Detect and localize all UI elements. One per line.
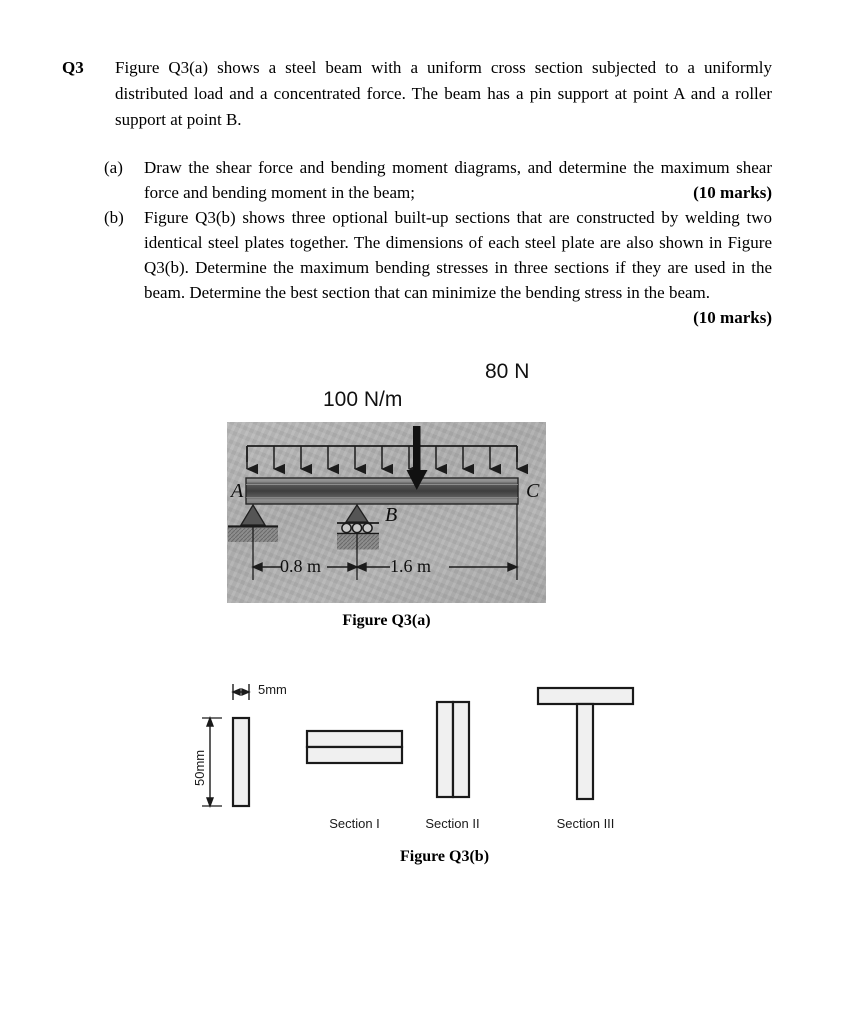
part-a-body: Draw the shear force and bending moment diagrams, and determine the maximum shear force and bending moment in the beam; xyxy=(144,158,772,202)
label-point-b: B xyxy=(385,504,398,526)
label-point-c: C xyxy=(526,480,540,502)
figure-q3b-caption: Figure Q3(b) xyxy=(399,848,490,865)
beam-body xyxy=(246,478,518,504)
section-iii-flange xyxy=(538,688,633,704)
section-ii-plate-left xyxy=(437,702,453,797)
distributed-load-label: 100 N/m xyxy=(323,388,403,411)
part-b-text xyxy=(144,205,772,330)
reference-plate xyxy=(233,718,249,806)
section-iii-shape xyxy=(538,688,633,799)
dimension-label-ab: 0.8 m xyxy=(280,556,322,576)
question-parts xyxy=(104,155,772,330)
roller-support-b xyxy=(337,505,379,550)
dimension-label-bc: 1.6 m xyxy=(390,556,432,576)
part-b-body: Figure Q3(b) shows three optional built-up sections that are constructed by welding two identical steel plates together. The dimensions of each steel plate are also shown in Figure Q3(b). Determine the maximum bending stresses in three sections if they are used in the beam. Determine the best section that can minimize the bending stress in the beam. xyxy=(144,208,772,302)
figure-q3a-caption: Figure Q3(a) xyxy=(342,612,431,629)
section-iii-label: Section III xyxy=(556,816,615,831)
part-b-marks: (10 marks) xyxy=(693,308,772,327)
section-ii-label: Section II xyxy=(425,816,480,831)
part-a-text xyxy=(144,155,772,205)
section-iii-web xyxy=(577,704,593,799)
question-number: Q3 xyxy=(62,58,84,77)
section-ii-plate-right xyxy=(453,702,469,797)
plate-width-dimension xyxy=(233,684,249,700)
section-i-plate-bottom xyxy=(307,747,402,763)
plate-height-label: 50mm xyxy=(192,749,207,786)
question-part-a xyxy=(104,155,772,205)
part-a-tag: (a) xyxy=(104,158,123,177)
part-b-tag: (b) xyxy=(104,208,124,227)
question-intro-text: Figure Q3(a) shows a steel beam with a uniform cross section subjected to a uniformly distributed load and a concentrated force. The beam has a pin support at point A and a roller support at point B. xyxy=(115,58,772,129)
part-a-marks: (10 marks) xyxy=(693,183,772,202)
figure-q3b xyxy=(190,678,660,843)
section-ii-shape xyxy=(437,702,469,797)
section-i-shape xyxy=(307,731,402,763)
section-i-plate-top xyxy=(307,731,402,747)
question-part-b xyxy=(104,205,772,330)
plate-width-label: 5mm xyxy=(258,682,287,697)
reference-plate-group xyxy=(202,684,249,806)
point-load-label: 80 N xyxy=(485,360,530,383)
question-block xyxy=(62,55,772,133)
section-i-label: Section I xyxy=(329,816,380,831)
distributed-load-group xyxy=(247,446,517,469)
figure-q3a xyxy=(227,360,546,603)
beam-diagram-photo xyxy=(227,360,546,603)
question-intro-row xyxy=(62,55,772,133)
label-point-a: A xyxy=(231,480,244,502)
